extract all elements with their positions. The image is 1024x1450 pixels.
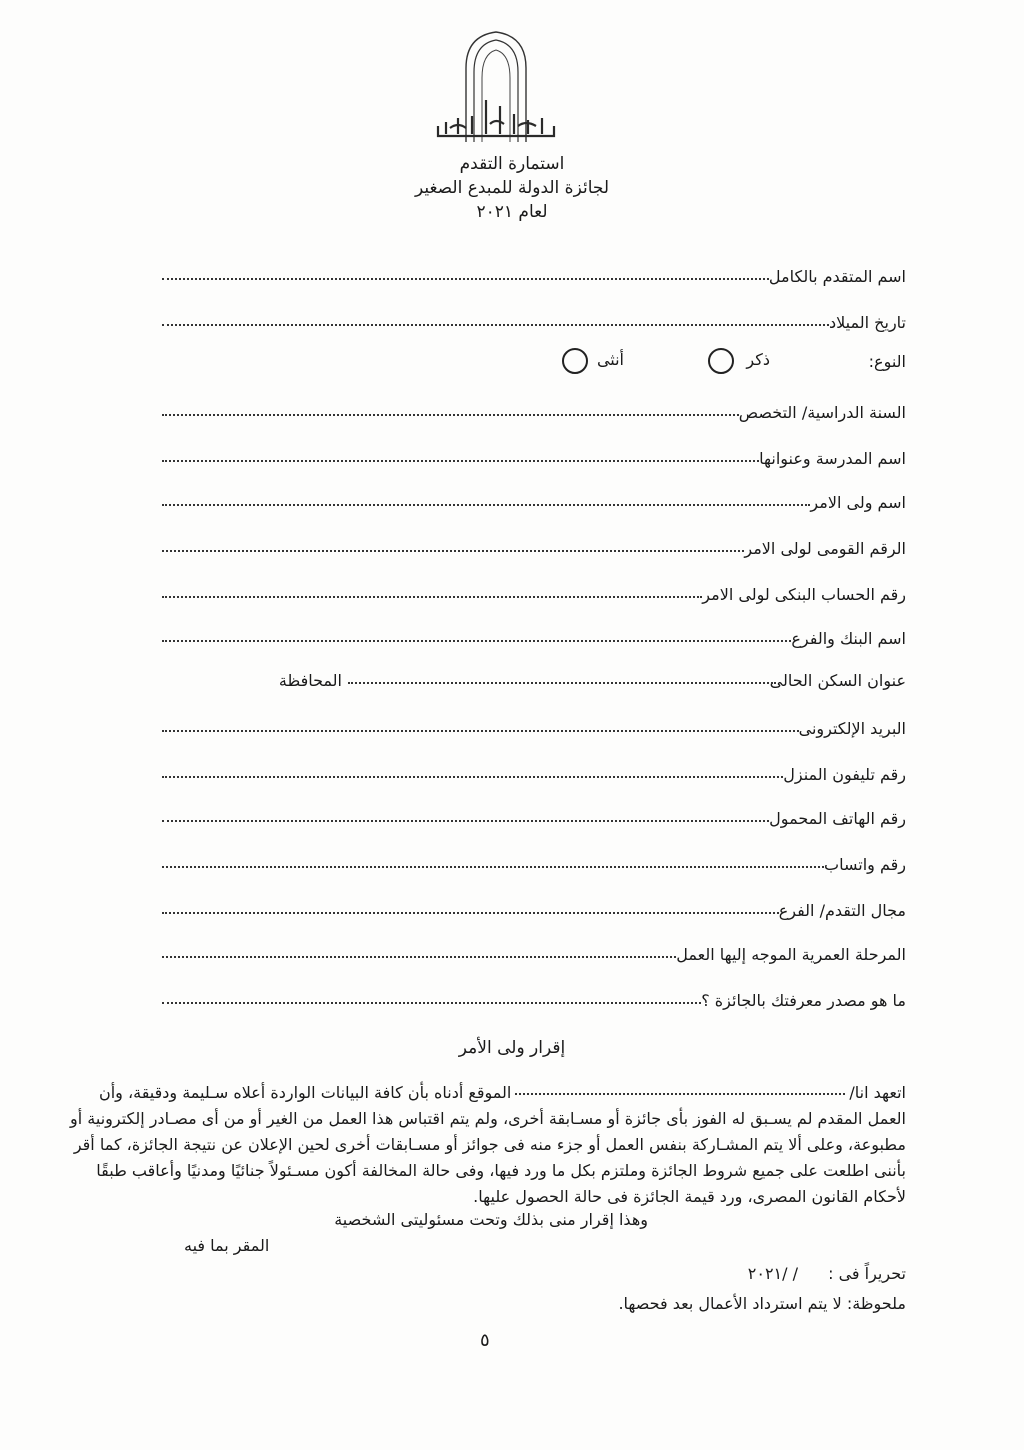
birth-date-field[interactable]: [162, 302, 906, 332]
birth-date-label: تاريخ الميلاد: [829, 313, 906, 332]
bank-account-input-line[interactable]: [162, 596, 702, 598]
target-age-label: المرحلة العمرية الموجه إليها العمل: [676, 945, 906, 964]
council-logo: [428, 30, 564, 148]
study-year-input-line[interactable]: [162, 414, 739, 416]
residence-label: عنوان السكن الحالى: [769, 671, 906, 690]
target-age-field[interactable]: [162, 934, 906, 964]
arch-logo-icon: [428, 30, 564, 148]
application-field[interactable]: [162, 890, 906, 920]
guardian-name-label: اسم ولى الامر: [810, 493, 906, 512]
pledge-name-input-line[interactable]: [515, 1093, 845, 1095]
note-text: ملحوظة: لا يتم استرداد الأعمال بعد فحصها.: [618, 1294, 906, 1313]
pledge-end: الموقع أدناه بأن كافة البيانات الواردة أعلاه سـليمة ودقيقة، وأن: [98, 1083, 512, 1102]
application-field-input-line[interactable]: [162, 912, 779, 914]
bank-account-field[interactable]: [162, 574, 906, 604]
school-label: اسم المدرسة وعنوانها: [759, 449, 906, 468]
bank-name-field[interactable]: [162, 618, 906, 648]
guardian-national-id-field[interactable]: [162, 528, 906, 558]
whatsapp-label: رقم واتساب: [824, 855, 906, 874]
whatsapp-field[interactable]: [162, 844, 906, 874]
female-label: أنثى: [596, 350, 624, 369]
bank-name-label: اسم البنك والفرع: [791, 629, 906, 648]
female-radio[interactable]: [562, 348, 588, 374]
declaration-line-3: مطبوعة، وعلى ألا يتم المشـاركة بنفس العمل أو جزء منه فى جوائز أو مسـابقات أخرى لحين الإعلان عن نتيجة الجائزة، كما أقر: [73, 1135, 906, 1154]
title-line-3: لعام ٢٠٢١: [476, 202, 548, 222]
declaration-closing: وهذا إقرار منى بذلك وتحت مسئوليتى الشخصية: [334, 1210, 648, 1229]
bank-name-input-line[interactable]: [162, 640, 791, 642]
home-phone-label: رقم تليفون المنزل: [783, 765, 906, 784]
residence-field[interactable]: [156, 664, 906, 694]
full-name-input-line[interactable]: [162, 278, 769, 280]
male-radio[interactable]: [708, 348, 734, 374]
birth-date-input-line[interactable]: [162, 324, 829, 326]
gender-label: النوع:: [868, 352, 906, 371]
mobile-field[interactable]: [162, 798, 906, 828]
declaration-text: [70, 1080, 906, 1210]
mobile-label: رقم الهاتف المحمول: [769, 809, 906, 828]
declaration-line-1: [86, 1080, 906, 1106]
pledge-start: اتعهد انا/: [849, 1083, 906, 1102]
date-label: تحريراً فى :: [828, 1264, 906, 1283]
application-field-label: مجال التقدم/ الفرع: [778, 901, 906, 920]
title-line-1: استمارة التقدم: [459, 154, 565, 174]
school-field[interactable]: [162, 438, 906, 468]
mobile-input-line[interactable]: [162, 820, 769, 822]
prize-source-label: ما هو مصدر معرفتك بالجائزة ؟: [701, 991, 906, 1010]
declaration-line-5: لأحكام القانون المصرى، ورد قيمة الجائزة فى حالة الحصول عليها.: [473, 1187, 906, 1206]
page-number: ٥: [480, 1330, 490, 1351]
study-year-field[interactable]: [162, 392, 906, 422]
signer-label: المقر بما فيه: [184, 1236, 270, 1255]
guardian-name-field[interactable]: [162, 482, 906, 512]
school-input-line[interactable]: [162, 460, 759, 462]
declaration-title: إقرار ولى الأمر: [458, 1038, 566, 1058]
email-field[interactable]: [162, 708, 906, 738]
declaration-line-2: العمل المقدم لم يسـبق له الفوز بأى جائزة أو مسـابقة أخرى، ولم يتم اقتباس هذا العمل من الغير أو من أى مصـادر إلكترونية أو: [70, 1109, 906, 1128]
guardian-national-id-input-line[interactable]: [162, 550, 744, 552]
residence-input-line[interactable]: [348, 682, 776, 684]
date-line: [747, 1264, 906, 1283]
target-age-input-line[interactable]: [162, 956, 676, 958]
whatsapp-input-line[interactable]: [162, 866, 824, 868]
prize-source-input-line[interactable]: [162, 1002, 701, 1004]
home-phone-field[interactable]: [162, 754, 906, 784]
date-value[interactable]: / /٢٠٢١: [747, 1264, 798, 1283]
form-title: [312, 152, 712, 224]
email-input-line[interactable]: [162, 730, 799, 732]
email-label: البريد الإلكترونى: [798, 719, 906, 738]
full-name-label: اسم المتقدم بالكامل: [768, 267, 906, 286]
male-label: ذكر: [746, 350, 770, 369]
guardian-national-id-label: الرقم القومى لولى الامر: [744, 539, 906, 558]
governorate-label: المحافظة: [278, 671, 342, 690]
prize-source-field[interactable]: [162, 980, 906, 1010]
title-line-2: لجائزة الدولة للمبدع الصغير: [414, 178, 610, 198]
bank-account-label: رقم الحساب البنكى لولى الامر: [702, 585, 906, 604]
full-name-field[interactable]: [162, 256, 906, 286]
guardian-name-input-line[interactable]: [162, 504, 810, 506]
gender-row: [162, 346, 906, 380]
home-phone-input-line[interactable]: [162, 776, 783, 778]
declaration-line-4: بأننى اطلعت على جميع شروط الجائزة وملتزم بكل ما ورد فيها، وفى حالة المخالفة أكون مسـئولاً جنائيًا ومدنيًا وأعاقب طبقًا: [96, 1161, 906, 1180]
study-year-label: السنة الدراسية/ التخصص: [738, 403, 906, 422]
